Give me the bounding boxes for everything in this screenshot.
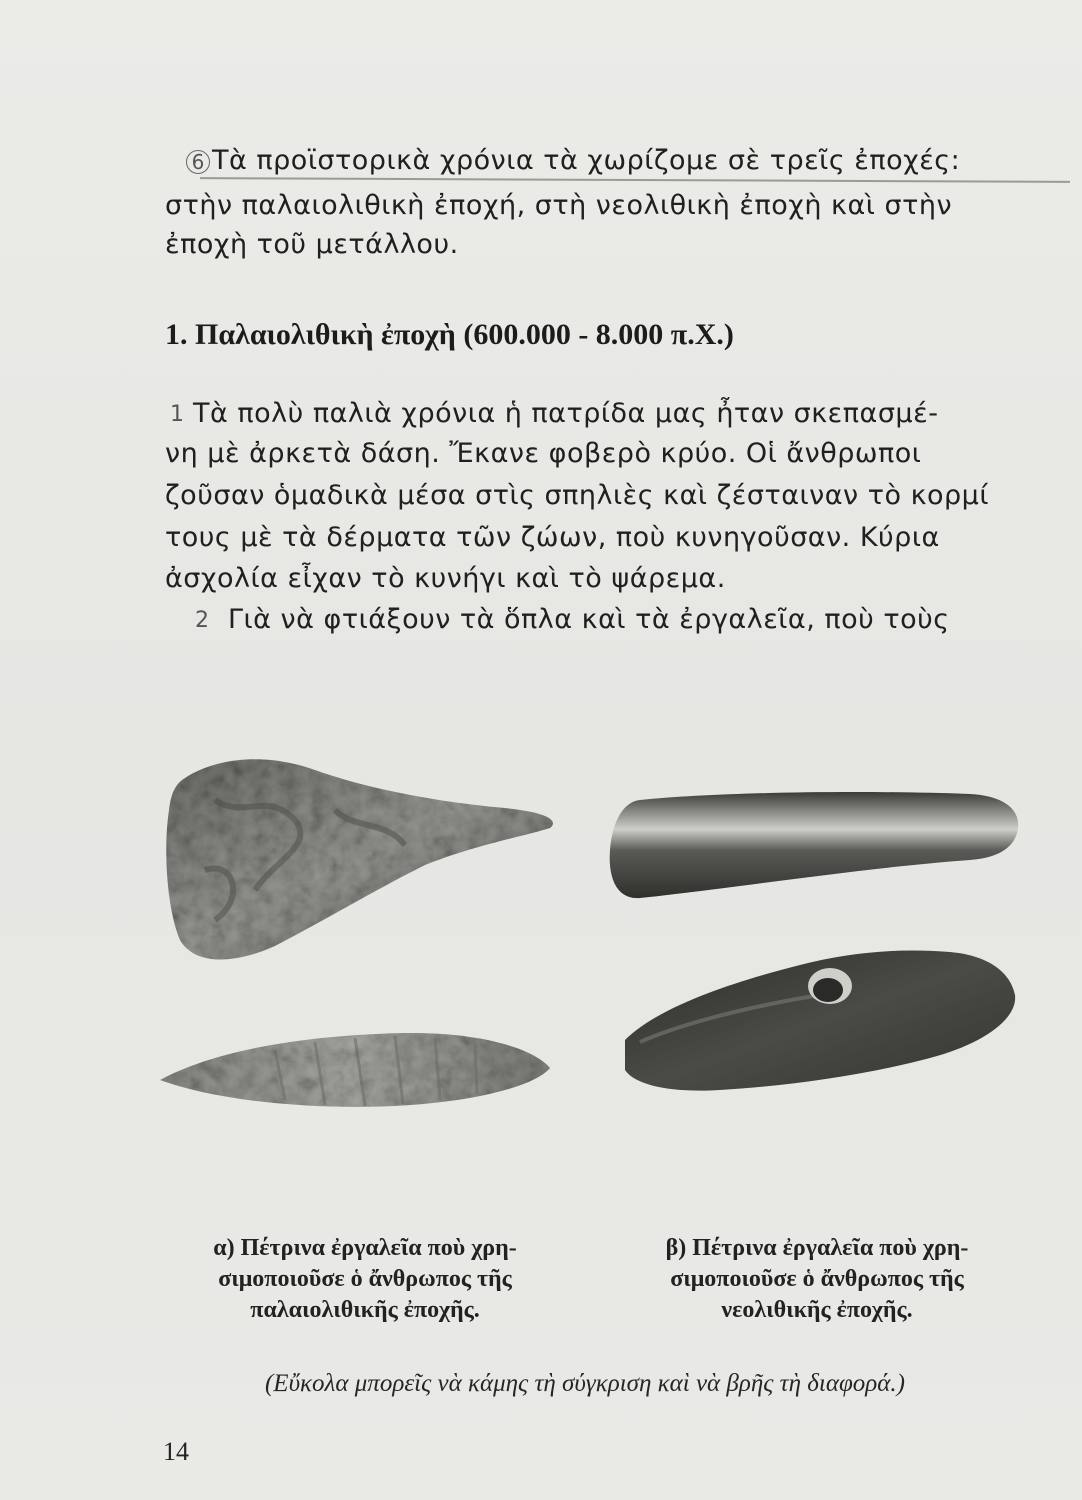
caption-b-line-3: νεολιθικῆς ἐποχῆς.	[721, 1297, 913, 1323]
caption-a-line-2: σιμοποιοῦσε ὁ ἄνθρωπος τῆς	[218, 1266, 512, 1292]
paragraph-line-6: Γιὰ νὰ φτιάξουν τὰ ὅπλα καὶ τὰ ἐργαλεῖα, ποὺ τοὺς	[228, 604, 950, 635]
paragraph-line-2: νη μὲ ἀρκετὰ δάση. Ἔκανε φοβερὸ κρύο. Οἱ ἄνθρωποι	[165, 438, 922, 469]
paragraph-line-3: ζοῦσαν ὁμαδικὰ μέσα στὶς σπηλιὲς καὶ ζέσταιναν τὸ κορμί	[165, 480, 989, 511]
paragraph-line-1: Τὰ πολὺ παλιὰ χρόνια ἡ πατρίδα μας ἦταν σκεπασμέ-	[193, 398, 939, 429]
margin-marker-circled: 6	[186, 150, 210, 174]
intro-line-3: ἐποχὴ τοῦ μετάλλου.	[165, 229, 459, 260]
caption-a-line-3: παλαιολιθικῆς ἐποχῆς.	[250, 1297, 480, 1323]
caption-neolithic	[612, 1233, 1022, 1326]
caption-b-line-2: σιμοποιοῦσε ὁ ἄνθρωπος τῆς	[670, 1266, 964, 1292]
page-number: 14	[163, 1437, 189, 1466]
caption-paleolithic	[160, 1233, 570, 1326]
paleolithic-tools-photo	[155, 750, 575, 1170]
neolithic-tools-photo	[600, 780, 1030, 1120]
intro-line-1: Τὰ προϊστορικὰ χρόνια τὰ χωρίζομε σὲ τρεῖς ἐποχές:	[212, 145, 961, 176]
intro-line-2: στὴν παλαιολιθικὴ ἐποχή, στὴ νεολιθικὴ ἐποχὴ καὶ στὴν	[165, 190, 953, 221]
margin-marker-1: 1	[170, 402, 184, 427]
comparison-note: (Εὔκολα μπορεῖς νὰ κάμης τὴ σύγκριση καὶ νὰ βρῆς τὴ διαφορά.)	[264, 1370, 905, 1397]
hand-axe	[166, 759, 553, 959]
caption-a-line-1: α) Πέτρινα ἐργαλεῖα ποὺ χρη-	[213, 1235, 517, 1261]
paragraph-line-4: τους μὲ τὰ δέρματα τῶν ζώων, ποὺ κυνηγοῦσαν. Κύρια	[165, 522, 940, 553]
margin-marker-2: 2	[195, 608, 209, 633]
section-heading: 1. Παλαιολιθικὴ ἐποχὴ (600.000 - 8.000 π.Χ.)	[165, 318, 734, 351]
caption-b-line-1: β) Πέτρινα ἐργαλεῖα ποὺ χρη-	[665, 1235, 969, 1261]
pencil-underline	[200, 177, 1070, 183]
polished-celt	[610, 792, 1018, 898]
paragraph-line-5: ἀσχολία εἶχαν τὸ κυνήγι καὶ τὸ ψάρεμα.	[165, 563, 726, 594]
